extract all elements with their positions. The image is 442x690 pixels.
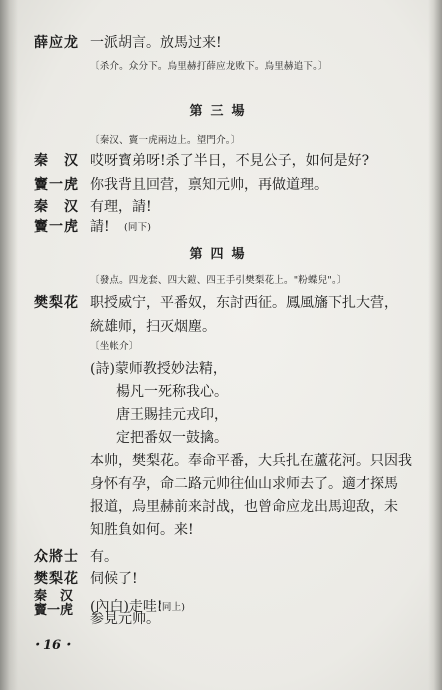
speaker-name: 秦 汉 [34, 153, 79, 169]
speaker-name: 樊梨花 [34, 571, 79, 587]
stage-direction-text: 〔發点。四龙套、四大鎧、四王手引樊梨花上。"粉蝶兒"。〕 [90, 275, 347, 286]
stage-direction-text: 〔坐帐介〕 [90, 341, 139, 352]
stage-direction-text: (同上) [158, 602, 186, 613]
poem-line: (詩)蒙师教授妙法精， [90, 361, 227, 377]
scene-title: 第三場 [189, 104, 253, 119]
speaker-name: 薛应龙 [34, 35, 79, 51]
speaker-name: 秦 汉 [34, 199, 79, 215]
scene-title: 第四場 [189, 247, 253, 262]
poem-line: 唐王賜挂元戎印， [116, 407, 228, 423]
speech-text: 有理，請! [90, 199, 152, 215]
speech-text: 請! [90, 219, 110, 235]
speech-text: 一派胡言。放馬过来! [90, 35, 222, 51]
speech-text: (內白)走哇! [90, 599, 163, 615]
speech-text: 伺候了! [90, 571, 138, 587]
speaker-name: 众將士 [34, 549, 79, 565]
speech-text: 哎呀寳弟呀!杀了半日，不見公子，如何是好? [90, 153, 370, 169]
speech-text: 身怀有孕，命二路元帅往仙山求师去了。適才探馬 [90, 476, 398, 492]
speaker-stack [34, 590, 73, 618]
speaker-name: 竇一虎 [34, 603, 74, 618]
speech-text: 知胜負如何。来! [90, 522, 194, 538]
speaker-name: 竇一虎 [34, 177, 79, 193]
speaker-name: 竇一虎 [34, 219, 79, 235]
speaker-name: 秦 汉 [34, 589, 74, 604]
speech-text: 本帅，樊梨花。奉命平番，大兵扎在蘆花河。只因我 [90, 453, 412, 469]
speech-text: 有。 [90, 549, 118, 565]
stage-direction-text: 〔秦汉、竇一虎兩边上。望門介。〕 [90, 135, 241, 146]
speech-text: 职授威宁，平番奴，东討西征。鳳風旛下扎大营， [90, 295, 398, 311]
stage-direction-text: 〔杀介。众分下。烏里赫打薛应龙败下。烏里赫追下。〕 [90, 61, 328, 72]
speech-text: 参見元帅。 [90, 611, 160, 627]
stage-direction-text: (同下) [124, 222, 152, 233]
paired-dialogue [0, 590, 442, 622]
poem-line: 定把番奴一鼓擒。 [116, 430, 228, 446]
poem-line: 楊凡一死称我心。 [116, 384, 228, 400]
speaker-name: 樊梨花 [34, 295, 79, 311]
speech-text: 报道，烏里赫前来討战，也曾命应龙出馬迎敌，未 [90, 499, 398, 515]
page-number: ・16・ [30, 638, 75, 653]
speech-text: 你我背且回营，禀知元帅，再做道理。 [90, 177, 328, 193]
speech-text: 統雄师，扫灭烟塵。 [90, 319, 216, 335]
